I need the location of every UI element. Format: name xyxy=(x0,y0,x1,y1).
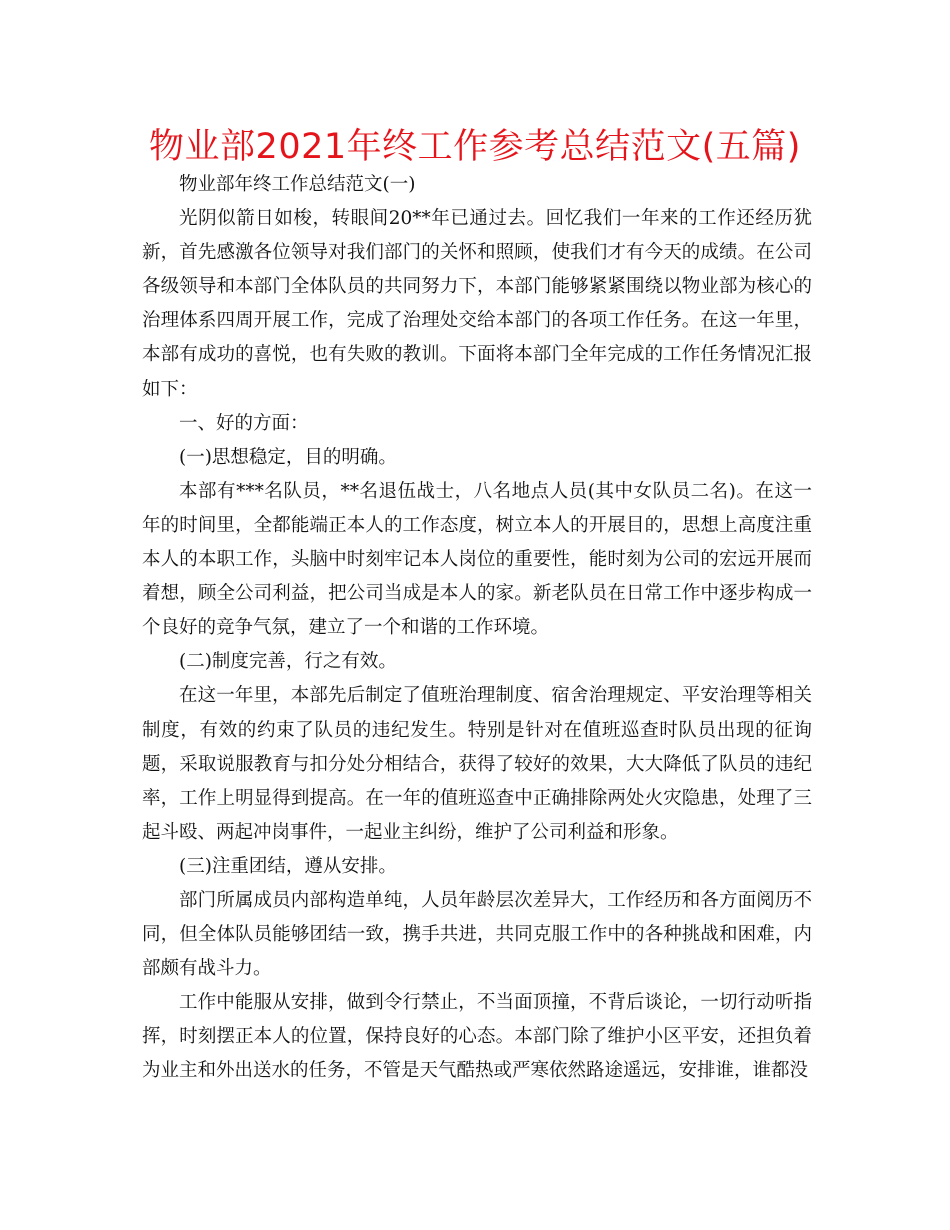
paragraph: 部门所属成员内部构造单纯，人员年龄层次差异大，工作经历和各方面阅历不同，但全体队员能够团结一致，携手共进，共同克服工作中的各种挑战和困难，内部颇有战斗力。 xyxy=(142,889,812,980)
section-heading: 一、好的方面： xyxy=(179,412,309,434)
paragraph: 在这一年里，本部先后制定了值班治理制度、宿舍治理规定、平安治理等相关制度，有效的约束了队员的违纪发生。特别是针对在值班巡查时队员出现的征询题，采取说服教育与扣分处分相结合，获得了较好的效果，大大降低了队员的违纪率，工作上明显得到提高。在一年的值班巡查中正确排除两处火灾隐患，处理了三起斗殴、两起冲岗事件，一起业主纠纷，维护了公司利益和形象。 xyxy=(142,685,812,843)
document-body xyxy=(142,168,812,1089)
paragraph: 本部有***名队员，**名退伍战士，八名地点人员(其中女队员二名)。在这一年的时间里，全都能端正本人的工作态度，树立本人的开展目的，思想上高度注重本人的本职工作，头脑中时刻牢记本人岗位的重要性，能时刻为公司的宏远开展而着想，顾全公司利益，把公司当成是本人的家。新老队员在日常工作中逐步构成一个良好的竞争气氛，建立了一个和谐的工作环境。 xyxy=(142,480,812,639)
document-title: 物业部2021年终工作参考总结范文(五篇) xyxy=(149,127,801,167)
subsection-heading: (二)制度完善，行之有效。 xyxy=(179,651,397,673)
subsection-heading: (一)思想稳定，目的明确。 xyxy=(179,446,397,468)
paragraph: 工作中能服从安排，做到令行禁止，不当面顶撞，不背后谈论，一切行动听指挥，时刻摆正本人的位置，保持良好的心态。本部门除了维护小区平安，还担负着为业主和外出送水的任务，不管是天气酷热或严寒依然路途遥远，安排谁，谁都没 xyxy=(142,992,812,1082)
subsection-heading: (三)注重团结，遵从安排。 xyxy=(179,855,397,877)
paragraph: 光阴似箭日如梭，转眼间20**年已通过去。回忆我们一年来的工作还经历犹新，首先感激各位领导对我们部门的关怀和照顾，使我们才有今天的成绩。在公司各级领导和本部门全体队员的共同努力下，本部门能够紧紧围绕以物业部为核心的治理体系四周开展工作，完成了治理处交给本部门的各项工作任务。在这一年里，本部有成功的喜悦，也有失败的教训。下面将本部门全年完成的工作任务情况汇报如下： xyxy=(142,208,812,400)
section-heading: 物业部年终工作总结范文(一) xyxy=(179,174,416,195)
